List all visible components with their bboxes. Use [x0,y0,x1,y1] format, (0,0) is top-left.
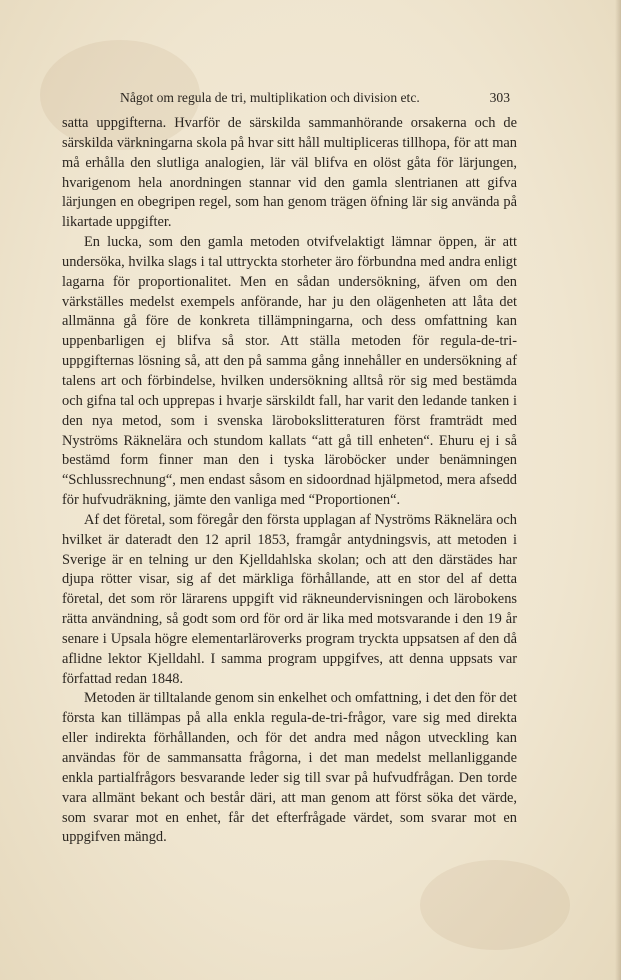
body-text [62,114,517,848]
page-number: 303 [489,90,510,105]
paper-stain [420,860,570,950]
paragraph: En lucka, som den gamla metoden otvifvelaktigt lämnar öppen, är att undersöka, hvilka slags i tal uttryckta storheter äro förbundna med andra enligt lagarna för proportionalitet. Men en sådan undersökning, äfven om den värkställes medelst exempels anförande, har ju den olägenheten att låta det allmänna gå före de konkreta tillämpningarna, och dess omfattning kan uppenbarligen ej blifva så stor. Att ställa metoden för regula-de-tri-uppgifternas lösning så, att den på samma gång innehåller en undersökning af talens art och förbindelse, hvilken undersökning alltså rör sig med bestämda och gifna tal och upprepas i hvarje särskildt fall, har varit den ledande tanken i den nya metod, som i svenska lärobokslitteraturen först framträdt med Nyströms Räknelära och stundom kallats “att gå till enheten“. Ehuru ej i så bestämd form finner man den i tyska läroböcker under benämningen “Schlussrechnung“, men endast såsom en sidoordnad hjälpmetod, mera afsedd för hufvudräkning, jämte den vanliga med “Proportionen“. [62,234,517,509]
paragraph: satta uppgifterna. Hvarför de särskilda sammanhörande orsakerna och de särskilda värkningarna skola på hvar sitt håll multipliceras tillhopa, för att man må erhålla den slutliga analogien, lär väl blifva en olöst gåta för lärjungen, hvarigenom hela anordningen stannar vid den gamla slentrianen att gifva lärjungen en obegripen regel, som han genom trägen öfning lär sig använda på likartade uppgifter. [62,115,517,231]
paragraph: Metoden är tilltalande genom sin enkelhet och omfattning, i det den för det första kan tillämpas på alla enkla regula-de-tri-frågor, vare sig med direkta eller indirekta förhållanden, och för det andra med någon utveckling kan användas för de sammansatta frågorna, i det man medelst mellanliggande enkla partialfrågors besvarande leder sig till svar på hufvudfrågan. Den torde vara allmänt bekant och består däri, att man genom att först söka det värde, som svarar mot en enhet, får det efterfrågade värdet, som svarar mot en uppgifven mängd. [62,690,517,846]
running-head [64,88,510,108]
page-edge-shadow [615,0,621,980]
running-head-title: Något om regula de tri, multiplikation och division etc. [120,90,420,105]
paragraph: Af det företal, som föregår den första upplagan af Nyströms Räknelära och hvilket är dateradt den 12 april 1853, framgår antydningsvis, att metoden i Sverige är en telning ur den Kjelldahlska skolan; och att den därstädes har djupa rötter visar, sig af det märkliga förhållande, att en stor del af detta företal, det som rör lärarens uppgift vid räkneundervisningen och lärobokens rätta användning, så godt som ord för ord är lika med motsvarande i den 19 år senare i Upsala högre elementarläroverks program tryckta uppsatsen af den då aflidne lektor Kjelldahl. I samma program uppgifves, att denna uppsats var författad redan 1848. [62,511,517,687]
